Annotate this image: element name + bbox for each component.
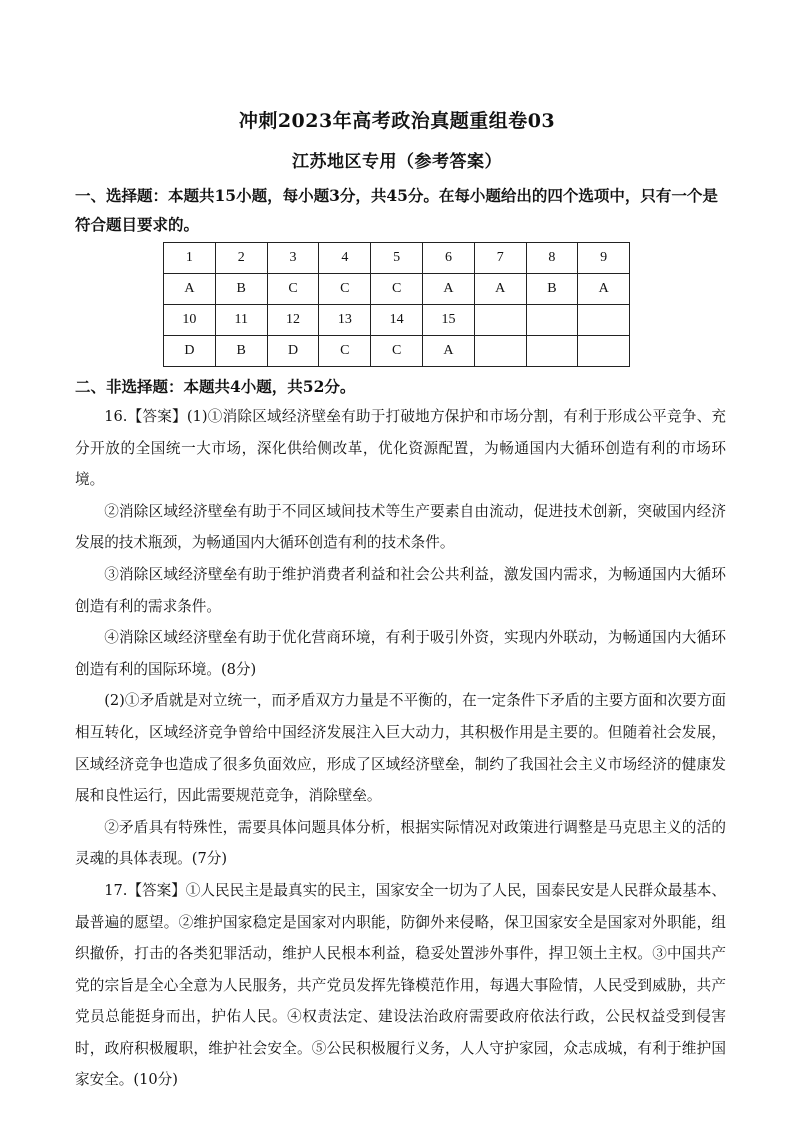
table-cell: A	[164, 274, 216, 305]
q16-answer-part2-point1: (2)①矛盾就是对立统一，而矛盾双方力量是不平衡的，在一定条件下矛盾的主要方面和次要方面相互转化，区域经济竞争曾给中国经济发展注入巨大动力，其积极作用是主要的。但随着社会发展，区域经济竞争也造成了很多负面效应，形成了区域经济壁垒，制约了我国社会主义市场经济的健康发展和良性运行，因此需要规范竞争，消除壁垒。	[75, 692, 726, 805]
table-row	[164, 305, 630, 336]
table-cell	[578, 336, 630, 367]
table-cell: B	[526, 274, 578, 305]
answer-table	[163, 242, 630, 367]
q16-answer-part1-point4: ④消除区域经济壁垒有助于优化营商环境，有利于吸引外资，实现内外联动，为畅通国内大循环创造有利的国际环境。(8分)	[75, 629, 726, 678]
table-cell: 12	[267, 305, 319, 336]
table-cell	[578, 305, 630, 336]
table-cell: 4	[319, 243, 371, 274]
table-cell: C	[371, 274, 423, 305]
q16-answer-part1-point1: 16.【答案】(1)①消除区域经济壁垒有助于打破地方保护和市场分割，有利于形成公平竞争、充分开放的全国统一大市场，深化供给侧改革，优化资源配置，为畅通国内大循环创造有利的市场环境。	[75, 408, 726, 489]
q16-answer-part2-point2: ②矛盾具有特殊性，需要具体问题具体分析，根据实际情况对政策进行调整是马克思主义的活的灵魂的具体表现。(7分)	[75, 818, 726, 868]
table-cell: 2	[215, 243, 267, 274]
q17-answer: 17.【答案】①人民民主是最真实的民主，国家安全一切为了人民，国泰民安是人民群众最基本、最普遍的愿望。②维护国家稳定是国家对内职能，防御外来侵略，保卫国家安全是国家对外职能，组织撤侨，打击的各类犯罪活动，维护人民根本利益，稳妥处置涉外事件，捍卫领土主权。③中国共产党的宗旨是全心全意为人民服务，共产党员发挥先锋模范作用，每遇大事险情，人民受到威胁，共产党员总能挺身而出，护佑人民。④权责法定、建设法治政府需要政府依法行政，公民权益受到侵害时，政府积极履职，维护社会安全。⑤公民积极履行义务，人人守护家园，众志成城，有利于维护国家安全。(10分)	[75, 881, 726, 1089]
table-cell: 13	[319, 305, 371, 336]
table-cell	[526, 305, 578, 336]
table-cell: 3	[267, 243, 319, 274]
table-cell: 10	[164, 305, 216, 336]
table-cell: B	[215, 336, 267, 367]
table-cell: C	[319, 336, 371, 367]
table-cell: 6	[423, 243, 475, 274]
table-row	[164, 336, 630, 367]
table-cell: 7	[474, 243, 526, 274]
table-cell: 15	[423, 305, 475, 336]
answer-body	[75, 401, 726, 1096]
table-cell: B	[215, 274, 267, 305]
page-subtitle: 江苏地区专用（参考答案）	[292, 152, 502, 172]
table-cell: D	[267, 336, 319, 367]
table-cell: C	[267, 274, 319, 305]
q16-answer-part1-point3: ③消除区域经济壁垒有助于维护消费者利益和社会公共利益，激发国内需求，为畅通国内大循环创造有利的需求条件。	[75, 565, 726, 615]
table-cell: C	[319, 274, 371, 305]
table-cell: 5	[371, 243, 423, 274]
table-cell: A	[578, 274, 630, 305]
table-cell	[474, 305, 526, 336]
table-cell: A	[423, 336, 475, 367]
table-cell: D	[164, 336, 216, 367]
table-row	[164, 243, 630, 274]
table-cell: 14	[371, 305, 423, 336]
table-cell: 1	[164, 243, 216, 274]
table-cell: 8	[526, 243, 578, 274]
table-row	[164, 274, 630, 305]
table-cell	[526, 336, 578, 367]
table-cell: A	[423, 274, 475, 305]
table-cell	[474, 336, 526, 367]
table-cell: 9	[578, 243, 630, 274]
section-1-heading: 一、选择题：本题共15小题，每小题3分，共45分。在每小题给出的四个选项中，只有一个是符合题目要求的。	[75, 186, 718, 234]
page-title: 冲刺2023年高考政治真题重组卷03	[238, 110, 556, 132]
table-cell: C	[371, 336, 423, 367]
q16-answer-part1-point2: ②消除区域经济壁垒有助于不同区域间技术等生产要素自由流动，促进技术创新，突破国内经济发展的技术瓶颈，为畅通国内大循环创造有利的技术条件。	[75, 502, 726, 552]
section-2-heading: 二、非选择题：本题共4小题，共52分。	[75, 377, 356, 396]
table-cell: A	[474, 274, 526, 305]
table-cell: 11	[215, 305, 267, 336]
